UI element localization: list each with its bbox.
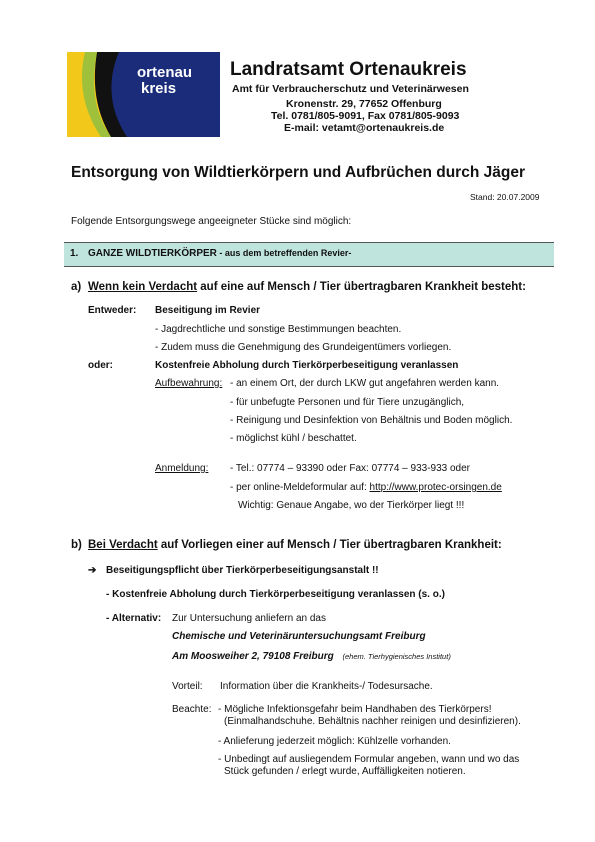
list-item: Stück gefunden / erlegt wurde, Auffälligkeiten notieren. [224, 766, 466, 777]
intro-text: Folgende Entsorgungswege angeeigneter Stücke sind möglich: [71, 216, 352, 227]
institution-address: Am Moosweiher 2, 79108 Freiburg (ehem. Tierhygienisches Institut) [172, 651, 451, 662]
section-a-heading: Wenn kein Verdacht auf eine auf Mensch / Tier übertragbaren Krankheit besteht: [88, 281, 526, 293]
alternativ-text: Zur Untersuchung anliefern an das [172, 613, 326, 624]
alternativ-label: - Alternativ: [106, 613, 162, 624]
list-item: - Unbedingt auf ausliegendem Formular angeben, wann und wo das [218, 754, 520, 765]
section-number: 1. [70, 248, 79, 259]
date-stand: Stand: 20.07.2009 [470, 192, 540, 202]
email[interactable]: E-mail: vetamt@ortenaukreis.de [284, 122, 445, 134]
aufbewahrung-label: Aufbewahrung: [155, 378, 223, 389]
entweder-label: Entweder: [88, 305, 137, 316]
dept-name: Amt für Verbraucherschutz und Veterinärwesen [232, 83, 469, 95]
oder-heading: Kostenfreie Abholung durch Tierkörperbeseitigung veranlassen [155, 360, 459, 371]
wichtig-note: Wichtig: Genaue Angabe, wo der Tierkörper liegt !!! [238, 500, 465, 511]
ortenaukreis-logo [67, 52, 220, 137]
section-b-letter: b) [71, 539, 82, 551]
address: Kronenstr. 29, 77652 Offenburg [286, 98, 442, 110]
institution-name: Chemische und Veterinäruntersuchungsamt Freiburg [172, 631, 426, 642]
section-a-letter: a) [71, 281, 82, 293]
arrow-text: Beseitigungspflicht über Tierkörperbeseitigungsanstalt !! [106, 565, 379, 576]
list-item: - Anlieferung jederzeit möglich: Kühlzelle vorhanden. [218, 736, 451, 747]
beachte-label: Beachte: [172, 704, 212, 715]
vorteil-text: Information über die Krankheits-/ Todesursache. [220, 681, 433, 692]
list-item: - Zudem muss die Genehmigung des Grundeigentümers vorliegen. [155, 342, 452, 353]
list-item: (Einmalhandschuhe. Behältnis nachher reinigen und desinfizieren). [224, 716, 521, 727]
section-b-heading: Bei Verdacht auf Vorliegen einer auf Mensch / Tier übertragbaren Krankheit: [88, 539, 502, 551]
org-name: Landratsamt Ortenaukreis [230, 59, 467, 80]
list-item: - Jagdrechtliche und sonstige Bestimmungen beachten. [155, 324, 402, 335]
url-link[interactable]: http://www.protec-orsingen.de [369, 482, 502, 493]
b-item-1: - Kostenfreie Abholung durch Tierkörperbeseitigung veranlassen (s. o.) [106, 589, 445, 600]
list-item: - per online-Meldeformular auf: http://www.protec-orsingen.de [230, 482, 502, 493]
oder-label: oder: [88, 360, 113, 371]
anmeldung-label: Anmeldung: [155, 463, 209, 474]
logo-graphic [67, 52, 220, 137]
list-item: - für unbefugte Personen und für Tiere unzugänglich, [230, 397, 465, 408]
list-item: - Mögliche Infektionsgefahr beim Handhaben des Tierkörpers! [218, 704, 492, 715]
vorteil-label: Vorteil: [172, 681, 203, 692]
list-item: - Reinigung und Desinfektion von Behältnis und Boden möglich. [230, 415, 513, 426]
logo-text-2: kreis [141, 80, 177, 97]
page-title: Entsorgung von Wildtierkörpern und Aufbrüchen durch Jäger [71, 164, 525, 181]
list-item: - möglichst kühl / beschattet. [230, 433, 357, 444]
section-title: GANZE WILDTIERKÖRPER - aus dem betreffenden Revier- [88, 248, 352, 259]
entweder-heading: Beseitigung im Revier [155, 305, 261, 316]
arrow-icon: ➔ [88, 565, 97, 576]
list-item: - an einem Ort, der durch LKW gut angefahren werden kann. [230, 378, 500, 389]
list-item: - Tel.: 07774 – 93390 oder Fax: 07774 – 933-933 oder [230, 463, 470, 474]
logo-text-1: ortenau [137, 64, 193, 81]
phone-fax: Tel. 0781/805-9091, Fax 0781/805-9093 [271, 110, 460, 122]
